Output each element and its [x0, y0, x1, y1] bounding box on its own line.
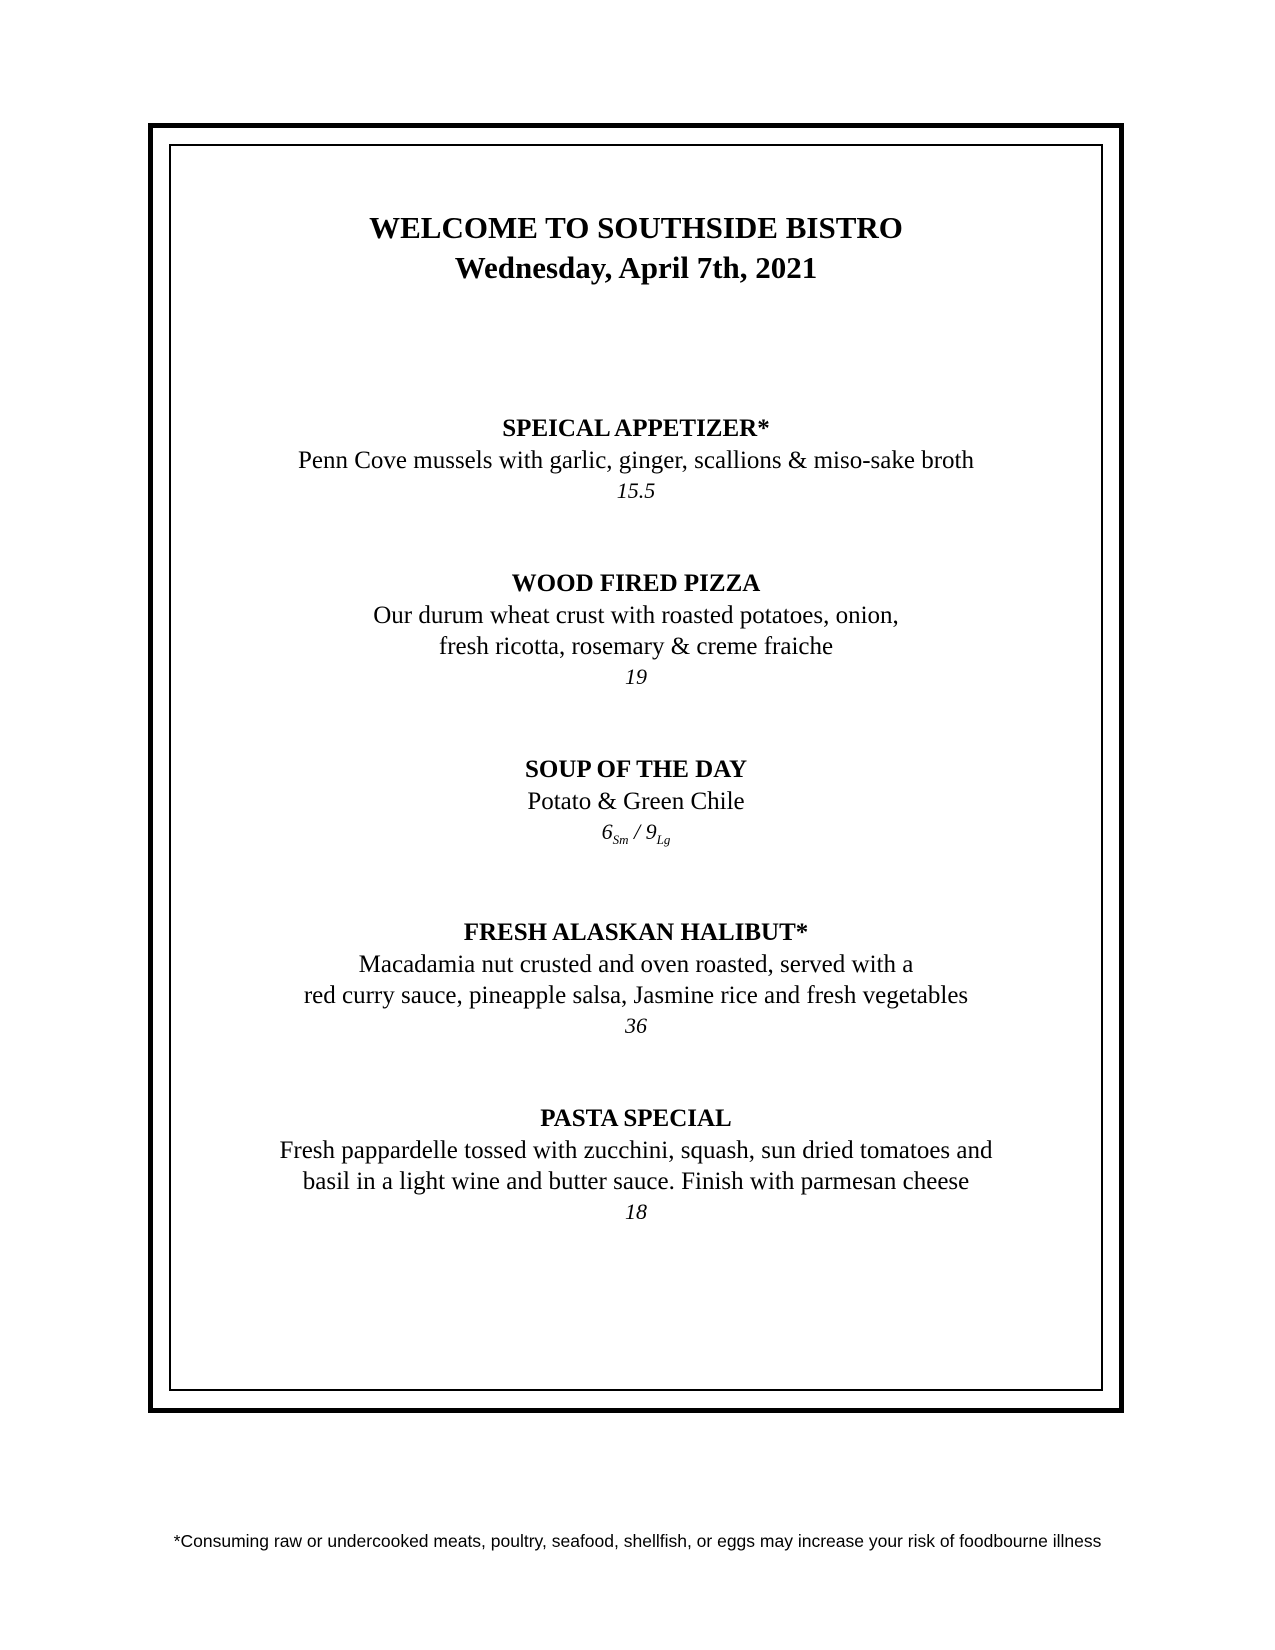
item-description: basil in a light wine and butter sauce. Finish with parmesan cheese — [302, 1168, 970, 1195]
item-name: WOOD FIRED PIZZA — [511, 570, 761, 597]
price-separator: / — [628, 819, 646, 844]
menu-item-pizza — [171, 568, 1101, 692]
item-description: Fresh pappardelle tossed with zucchini, squash, sun dried tomatoes and — [279, 1137, 993, 1164]
menu-items — [171, 413, 1101, 1227]
price-large: 9 — [645, 819, 657, 844]
menu-item-pasta — [171, 1103, 1101, 1227]
price-small: 6 — [601, 819, 613, 844]
item-name: SPEICAL APPETIZER* — [502, 415, 770, 442]
menu-date: Wednesday, April 7th, 2021 — [454, 250, 818, 285]
footnote-disclaimer: *Consuming raw or undercooked meats, poultry, seafood, shellfish, or eggs may increase your risk of foodbourne illness — [173, 1531, 1102, 1551]
item-name: PASTA SPECIAL — [540, 1105, 732, 1132]
item-price: 18 — [625, 1199, 647, 1224]
menu-header — [171, 208, 1101, 288]
item-price — [171, 817, 1101, 855]
item-description: Potato & Green Chile — [527, 788, 745, 815]
price-large-label: Lg — [656, 832, 671, 847]
item-price: 19 — [625, 664, 647, 689]
item-name: SOUP OF THE DAY — [524, 756, 748, 783]
price-small-label: Sm — [612, 832, 629, 847]
item-description: Penn Cove mussels with garlic, ginger, scallions & miso-sake broth — [298, 447, 974, 474]
item-name: FRESH ALASKAN HALIBUT* — [463, 919, 809, 946]
item-description: red curry sauce, pineapple salsa, Jasmine rice and fresh vegetables — [303, 982, 969, 1009]
item-price: 36 — [625, 1013, 647, 1038]
page-title: WELCOME TO SOUTHSIDE BISTRO — [369, 210, 903, 245]
menu-item-halibut — [171, 917, 1101, 1041]
item-description: Macadamia nut crusted and oven roasted, served with a — [358, 951, 914, 978]
item-description: Our durum wheat crust with roasted potatoes, onion, — [373, 602, 899, 629]
item-price: 15.5 — [616, 478, 656, 503]
menu-item-appetizer — [171, 413, 1101, 506]
menu-item-soup — [171, 754, 1101, 855]
item-description: fresh ricotta, rosemary & creme fraiche — [438, 633, 834, 660]
menu-content — [171, 146, 1101, 1227]
